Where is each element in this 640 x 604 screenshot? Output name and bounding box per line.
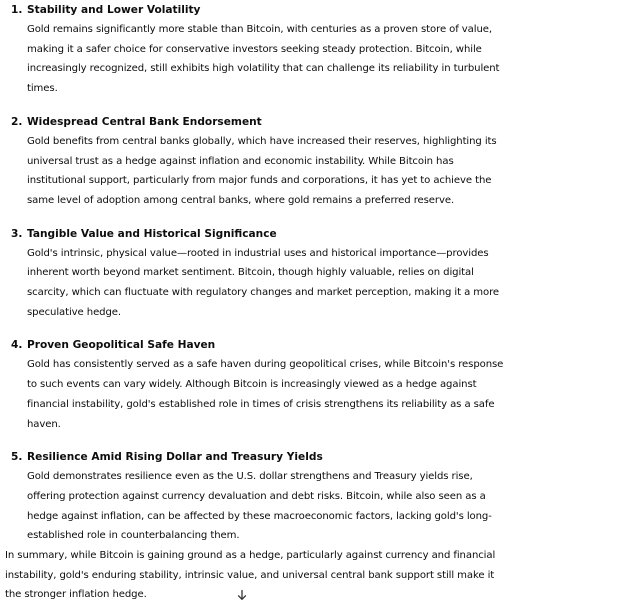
list-item-title: Stability and Lower Volatility <box>27 4 201 16</box>
list-item-body: Gold remains significantly more stable than Bitcoin, with centuries as a proven store of value, making it a safer choice for conservative investors seeking steady protection. Bitcoin, while increasingly recognized, still exhibits high volatility that can challenge its reliability in turbulent times. <box>27 24 500 95</box>
list-item-number: 2. <box>11 115 23 128</box>
scroll-to-bottom-button[interactable] <box>233 587 251 603</box>
list-item-body: Gold's intrinsic, physical value—rooted in industrial uses and historical importance—provides inherent worth beyond market sentiment. Bitcoin, though highly valuable, relies on digital scarcity, which can fluctuate with regulatory changes and market perception, making it a more speculative hedge. <box>27 247 500 318</box>
list-item-title: Proven Geopolitical Safe Haven <box>27 339 216 352</box>
list-item-number: 4. <box>11 339 23 352</box>
list-item <box>0 224 640 323</box>
list-item-title: Tangible Value and Historical Significance <box>27 227 277 240</box>
list-item-title: Resilience Amid Rising Dollar and Treasury Yields <box>27 451 323 464</box>
list-item-body: Gold benefits from central banks globally, which have increased their reserves, highlighting its universal trust as a hedge against inflation and economic instability. While Bitcoin has institutional support, particularly from major funds and corporations, it has yet to achieve the same level of adoption among central banks, where gold remains a preferred reserve. <box>27 135 497 206</box>
list-item-number: 5. <box>11 451 23 464</box>
summary-paragraph: In summary, while Bitcoin is gaining ground as a hedge, particularly against currency and financial instability, gold's enduring stability, intrinsic value, and universal central bank support still make it the stronger inflation hedge. <box>5 550 496 600</box>
list-item <box>0 335 640 434</box>
list-item <box>0 112 640 211</box>
list-item <box>0 447 640 546</box>
arrow-down-icon <box>236 589 248 601</box>
list-item-body: Gold has consistently served as a safe haven during geopolitical crises, while Bitcoin's response to such events can vary widely. Although Bitcoin is increasingly viewed as a hedge against financial instability, gold's established role in times of crisis strengthens its reliability as a safe haven. <box>27 359 504 430</box>
list-item-title: Widespread Central Bank Endorsement <box>27 115 262 128</box>
list-item <box>0 0 640 99</box>
list-item-number: 3. <box>11 227 23 240</box>
list-item-body: Gold demonstrates resilience even as the U.S. dollar strengthens and Treasury yields rise, offering protection against currency devaluation and debt risks. Bitcoin, while also seen as a hedge against inflation, can be affected by these macroeconomic factors, lacking gold's long-established role in counterbalancing them. <box>27 471 492 542</box>
list-item-number: 1. <box>11 4 23 16</box>
